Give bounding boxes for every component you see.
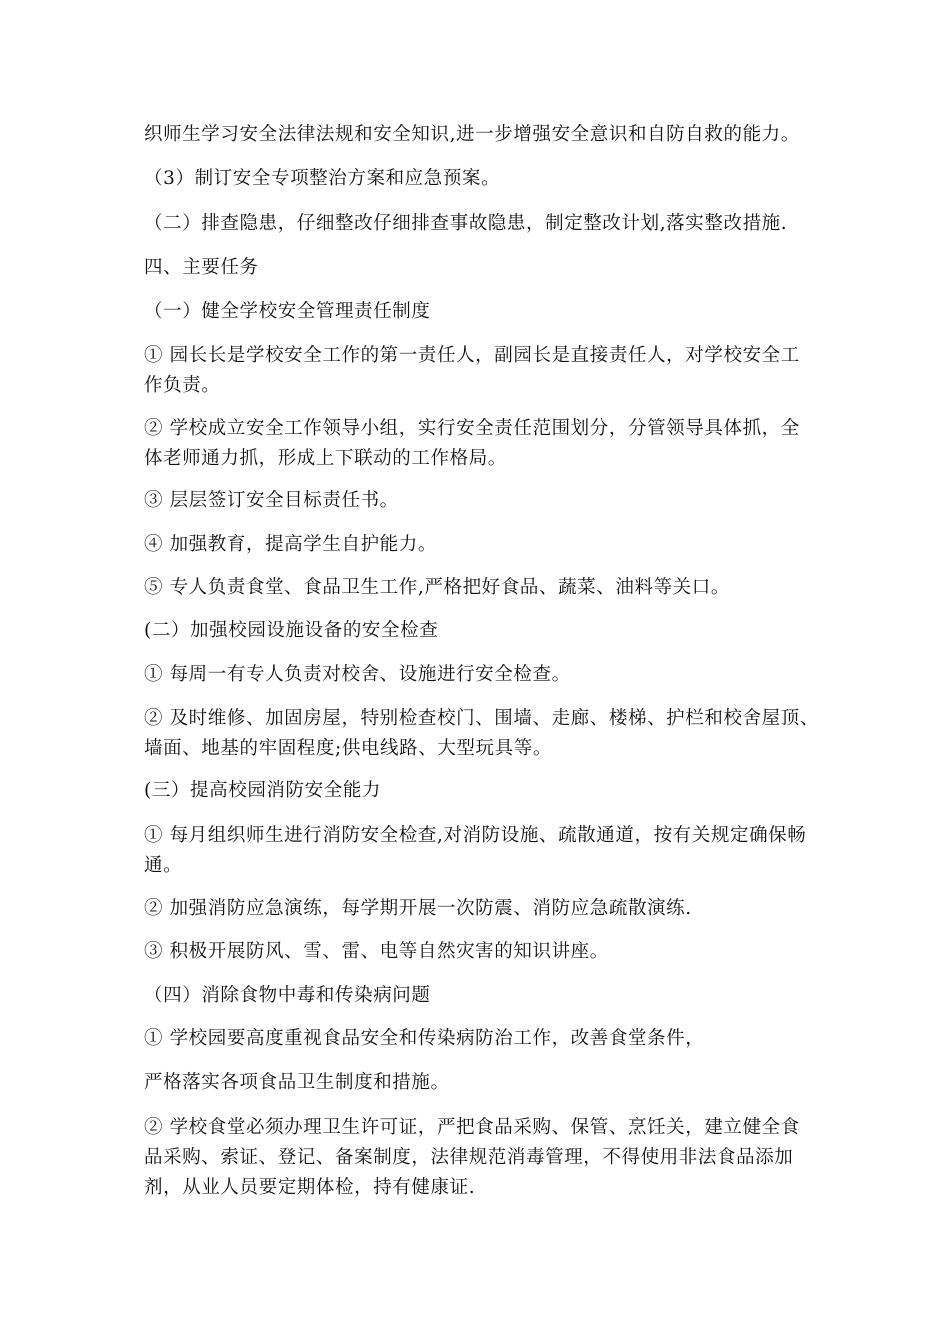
paragraph-fire-2: ② 加强消防应急演练，每学期开展一次防震、消防应急疏散演练.	[144, 898, 692, 919]
heading-main-tasks: 四、主要任务	[144, 257, 259, 278]
paragraph-responsibility-1-line1: ① 园长长是学校安全工作的第一责任人，副园长是直接责任人，对学校安全工	[144, 345, 800, 366]
paragraph-food-1-line2: 严格落实各项食品卫生制度和措施。	[144, 1072, 450, 1093]
paragraph-responsibility-4: ④ 加强教育，提高学生自护能力。	[144, 534, 437, 555]
paragraph-responsibility-5: ⑤ 专人负责食堂、食品卫生工作,严格把好食品、蔬菜、油料等关口。	[144, 577, 730, 598]
paragraph-fire-1-line2: 通。	[144, 855, 183, 876]
paragraph-responsibility-1-line2: 作负责。	[144, 375, 221, 396]
subheading-facility-inspection: (二）加强校园设施设备的安全检查	[144, 620, 439, 641]
paragraph-responsibility-2-line1: ② 学校成立安全工作领导小组，实行安全责任范围划分，分管领导具体抓，全	[144, 418, 800, 439]
paragraph-responsibility-2-line2: 体老师通力抓，形成上下联动的工作格局。	[144, 448, 507, 469]
paragraph-facility-2-line1: ② 及时维修、加固房屋，特别检查校门、围墙、走廊、楼梯、护栏和校舍屋顶、	[144, 708, 819, 729]
paragraph-facility-2-line2: 墙面、地基的牢固程度;供电线路、大型玩具等。	[144, 738, 552, 759]
paragraph-food-1-line1: ① 学校园要高度重视食品安全和传染病防治工作，改善食堂条件，	[144, 1028, 705, 1049]
paragraph-food-2-line2: 品采购、索证、登记、备案制度，法律规范消毒管理，不得使用非法食品添加	[144, 1147, 794, 1168]
subheading-fire-safety: (三）提高校园消防安全能力	[144, 780, 382, 801]
paragraph-item-3: （3）制订安全专项整治方案和应急预案。	[144, 168, 501, 189]
paragraph-intro-continuation: 织师生学习安全法律法规和安全知识,进一步增强安全意识和自防自救的能力。	[144, 124, 800, 145]
paragraph-food-2-line1: ② 学校食堂必须办理卫生许可证，严把食品采购、保管、烹饪关，建立健全食	[144, 1117, 800, 1138]
paragraph-responsibility-3: ③ 层层签订安全目标责任书。	[144, 490, 399, 511]
paragraph-fire-1-line1: ① 每月组织师生进行消防安全检查,对消防设施、疏散通道，按有关规定确保畅	[144, 825, 807, 846]
paragraph-section-2: （二）排查隐患，仔细整改仔细排查事故隐患，制定整改计划,落实整改措施.	[144, 213, 788, 234]
paragraph-food-2-line3: 剂，从业人员要定期体检，持有健康证.	[144, 1177, 476, 1198]
paragraph-facility-1: ① 每周一有专人负责对校舍、设施进行安全检查。	[144, 664, 571, 685]
subheading-responsibility-system: （一）健全学校安全管理责任制度	[144, 301, 431, 322]
paragraph-fire-3: ③ 积极开展防风、雪、雷、电等自然灾害的知识讲座。	[144, 941, 609, 962]
subheading-food-safety: （四）消除食物中毒和传染病问题	[144, 985, 431, 1006]
